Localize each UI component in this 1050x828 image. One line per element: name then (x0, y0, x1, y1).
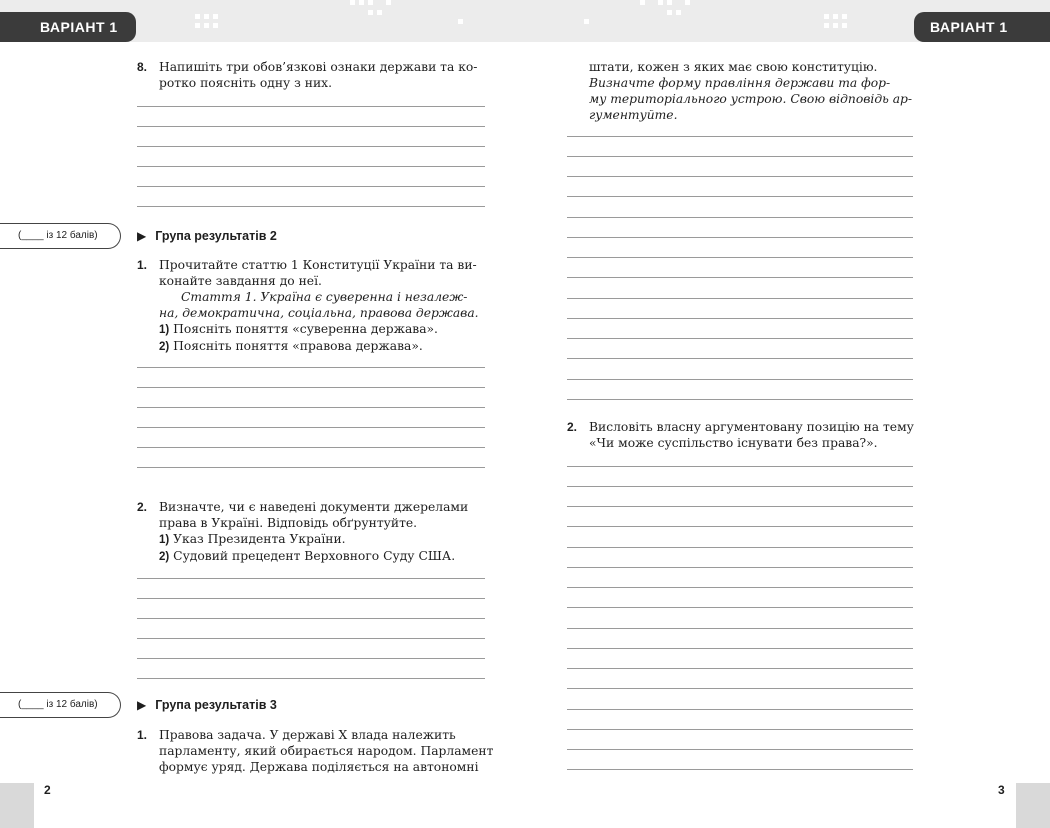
subitem-text: Поясніть поняття «суверенна держава». (173, 322, 438, 336)
answer-lines[interactable] (567, 466, 913, 770)
task-number: 2. (567, 420, 578, 434)
answer-lines[interactable] (567, 136, 913, 400)
decorative-pixels (350, 0, 410, 42)
subitem (159, 531, 485, 548)
subitem (159, 338, 485, 355)
task-text-line: Прочитайте статтю 1 Конституції України та ви- (159, 258, 477, 272)
task-instruction-line: гументуйте. (589, 108, 678, 122)
task-text-line: «Чи може суспільство існувати без права?». (589, 436, 878, 450)
subitem-number: 1) (159, 534, 170, 546)
triangle-right-icon: ▶ (137, 698, 147, 712)
page-corner-left (0, 783, 34, 828)
group-header (137, 229, 277, 243)
subitem (159, 321, 485, 338)
score-box: (____ із 12 балів) (0, 223, 121, 249)
page-corner-right (1016, 783, 1050, 828)
task-text-line: парламенту, який обирається народом. Парламент (159, 744, 494, 758)
decorative-pixels (824, 0, 864, 42)
decorative-pixels (584, 0, 594, 42)
task-text-line: Правова задача. У державі X влада належить (159, 728, 456, 742)
score-box: (____ із 12 балів) (0, 692, 121, 718)
task-text-line: Напишіть три обов’язкові ознаки держави та ко- (159, 60, 478, 74)
task-text-line: штати, кожен з яких має свою конституцію. (589, 60, 878, 74)
subitem-number: 1) (159, 324, 170, 336)
decorative-pixels (640, 0, 700, 42)
task-text-line: Висловіть власну аргументовану позицію на тему (589, 420, 914, 434)
group-label: Група результатів 2 (155, 229, 277, 243)
decorative-pixels (458, 0, 468, 42)
subitem (159, 548, 485, 565)
task-text-line: формує уряд. Держава поділяється на автономні (159, 760, 479, 774)
group-header (137, 698, 277, 712)
task-text-line: ротко поясніть одну з них. (159, 76, 333, 90)
variant-label-right: ВАРІАНТ 1 (914, 12, 1050, 42)
task-text-line: конайте завдання до неї. (159, 274, 322, 288)
answer-lines[interactable] (137, 106, 485, 210)
task-instruction-line: Визначте форму правління держави та фор- (589, 76, 891, 90)
triangle-right-icon: ▶ (137, 229, 147, 243)
page-number-left: 2 (44, 783, 51, 797)
variant-label-left: ВАРІАНТ 1 (0, 12, 136, 42)
subitem-number: 2) (159, 551, 170, 563)
page-number-right: 3 (998, 783, 1005, 797)
top-band (0, 0, 1050, 42)
group3-task-1-continued (589, 59, 915, 123)
subitem-text: Указ Президента України. (173, 532, 346, 546)
task-number: 8. (137, 60, 148, 74)
task-number: 1. (137, 258, 148, 272)
task-text-line: права в Україні. Відповідь обґрунтуйте. (159, 516, 418, 530)
subitem-number: 2) (159, 341, 170, 353)
task-number: 2. (137, 500, 148, 514)
task-text-line: Визначте, чи є наведені документи джерелами (159, 500, 469, 514)
group-label: Група результатів 3 (155, 698, 277, 712)
answer-lines[interactable] (137, 367, 485, 471)
decorative-pixels (195, 0, 235, 42)
task-instruction-line: му територіального устрою. Свою відповідь ар- (589, 92, 913, 106)
answer-lines[interactable] (137, 578, 485, 682)
subitem-text: Поясніть поняття «правова держава». (173, 339, 423, 353)
quote-line: Стаття 1. Україна є суверенна і незалеж- (181, 290, 468, 304)
quote-line: на, демократична, соціальна, правова держава. (159, 306, 479, 320)
subitem-text: Судовий прецедент Верховного Суду США. (173, 549, 456, 563)
task-number: 1. (137, 728, 148, 742)
